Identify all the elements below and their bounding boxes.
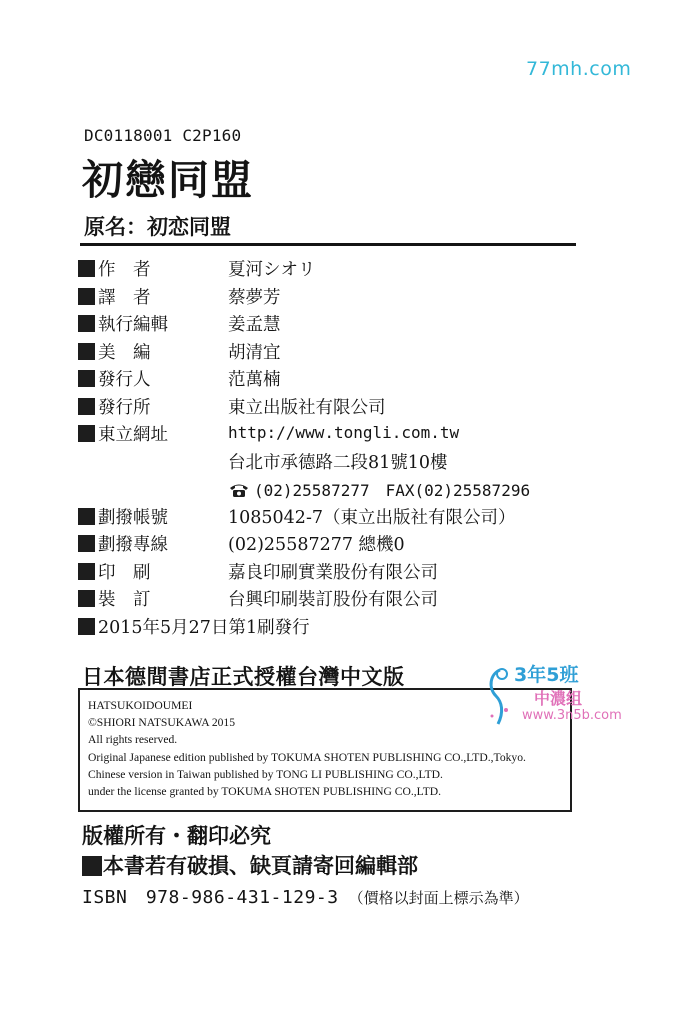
catalog-code: DC0118001 C2P160 <box>84 126 242 145</box>
site-watermark: 77mh.com <box>526 58 632 80</box>
bullet-square <box>78 398 95 415</box>
credit-label: 譯 者 <box>98 287 151 308</box>
license-line: All rights reserved. <box>88 733 178 747</box>
bullet-square <box>78 563 95 580</box>
license-line: Chinese version in Taiwan published by TONG LI PUBLISHING CO.,LTD. <box>88 767 443 781</box>
mascot-icon <box>484 666 516 728</box>
bullet-square <box>78 288 95 305</box>
damage-notice: 本書若有破損、缺頁請寄回編輯部 <box>103 853 418 878</box>
license-line: ©SHIORI NATSUKAWA 2015 <box>88 716 236 730</box>
credit-label: 發行所 <box>98 397 151 418</box>
license-line: under the license granted by TOKUMA SHOTEN PUBLISHING CO.,LTD. <box>88 785 442 799</box>
credit-label: 作 者 <box>98 260 151 280</box>
group-watermark <box>484 658 624 738</box>
damage-notice-row <box>82 850 418 880</box>
credit-label: 裝 訂 <box>98 590 151 610</box>
bullet-square <box>78 590 95 607</box>
bullet-square <box>78 343 95 360</box>
credit-value: (02)25587277 總機0 <box>228 535 405 555</box>
credit-label: 發行人 <box>98 370 151 390</box>
credit-value: 范萬楠 <box>228 370 281 390</box>
bullet-square <box>78 260 95 277</box>
isbn-row <box>82 883 529 909</box>
credit-value: 蔡夢芳 <box>228 287 281 308</box>
credit-label: 印 刷 <box>98 562 151 583</box>
phone-fax-text: (02)25587277 FAX(02)25587296 <box>254 481 531 500</box>
price-note: （價格以封面上標示為準） <box>348 889 529 907</box>
credit-label: 劃撥專線 <box>98 535 168 555</box>
bullet-square <box>78 315 95 332</box>
edition-date: 2015年5月27日第1刷發行 <box>98 617 310 638</box>
telephone-icon <box>228 482 250 498</box>
license-line: Original Japanese edition published by TOKUMA SHOTEN PUBLISHING CO.,LTD.,Tokyo. <box>88 750 526 764</box>
credit-value: 姜孟慧 <box>228 315 281 335</box>
credit-label: 劃撥帳號 <box>98 507 168 528</box>
authorization-statement: 日本德間書店正式授權台灣中文版 <box>82 664 405 689</box>
bullet-square <box>78 370 95 387</box>
credit-value: 嘉良印刷實業股份有限公司 <box>228 562 438 583</box>
credit-value: 夏河シオリ <box>228 260 316 280</box>
original-title: 原名：初恋同盟 <box>84 214 231 239</box>
bullet-square <box>82 856 102 876</box>
credit-label: 東立網址 <box>98 425 168 445</box>
credit-label: 美 編 <box>98 342 151 363</box>
bullet-square <box>78 508 95 525</box>
credit-label: 執行編輯 <box>98 315 168 335</box>
website-url: http://www.tongli.com.tw <box>228 423 460 442</box>
isbn: ISBN 978-986-431-129-3 <box>82 887 339 908</box>
address: 台北市承德路二段81號10樓 <box>228 452 448 473</box>
credit-value: 1085042-7（東立出版社有限公司） <box>228 507 516 528</box>
bullet-square <box>78 618 95 635</box>
group-url: www.3n5b.com <box>522 708 622 723</box>
rights-notice: 版權所有・翻印必究 <box>82 823 271 848</box>
group-subname: 中濃组 <box>534 689 583 708</box>
bullet-square <box>78 425 95 442</box>
credit-value: 東立出版社有限公司 <box>228 397 386 418</box>
title-rule <box>80 243 576 246</box>
phone-fax <box>228 478 530 501</box>
book-title: 初戀同盟 <box>82 156 254 204</box>
group-name: 3年5班 <box>514 664 579 686</box>
credit-value: 胡清宜 <box>228 342 281 363</box>
license-line: HATSUKOIDOUMEI <box>88 699 193 712</box>
credit-value: 台興印刷裝訂股份有限公司 <box>228 590 438 610</box>
bullet-square <box>78 535 95 552</box>
